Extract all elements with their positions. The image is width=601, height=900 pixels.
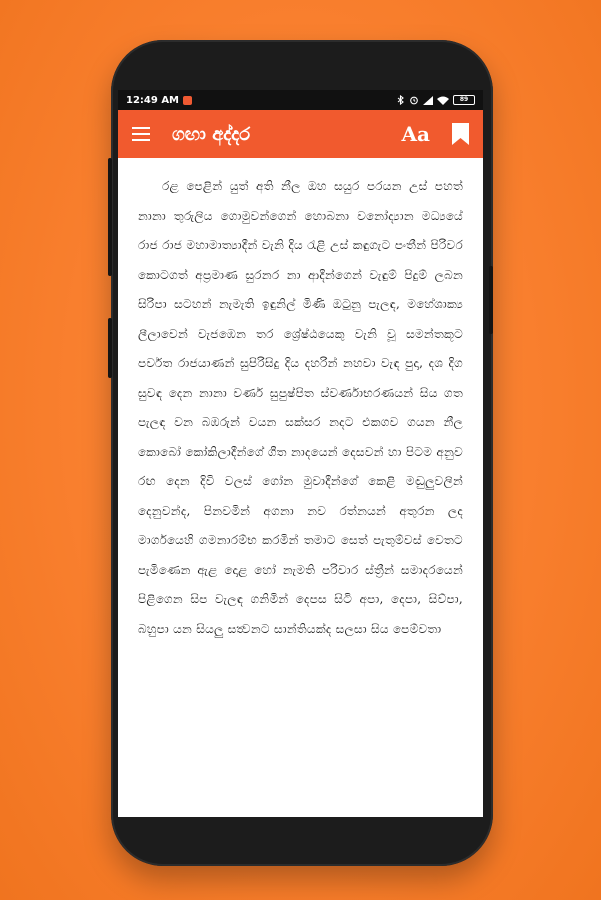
alarm-icon [409, 95, 419, 105]
side-button-right [489, 266, 493, 334]
status-time: 12:49 AM [126, 94, 180, 106]
wifi-icon [437, 96, 449, 105]
status-icons [397, 95, 475, 105]
bluetooth-icon [397, 95, 405, 105]
app-title: ගඟා අද්දර [172, 123, 251, 145]
volume-button [108, 158, 112, 276]
app-bar [118, 110, 483, 158]
phone-screen [118, 90, 483, 817]
battery-icon: 89 [453, 95, 475, 105]
font-size-button[interactable]: Aa [401, 122, 430, 146]
status-bar [118, 90, 483, 110]
power-button [108, 318, 112, 378]
story-text: රළ පෙළින් යුත් අති නීල ඔහ සයුර පරයන උස් පහත් නානා තුරුලිය ගොමුවන්ගෙන් හොබනා වනෝද්‍යාන මධ්‍යයේ රාජ රාජ මහාමාත්‍යාදීන් වැනි දිය රැළි උස් කඳුගැට පංතීන් පිරිවර කොටගත් අප්‍රමාණ සුරනර නා ආදීන්ගෙන් වැඳුම් පිදුම් ලබන සිරිපා සටහන් නැමැති ඉඳුනිල් මිණි ඔටුනු පැලඳ, මහේශාක්‍ය ලීලාවෙන් වැජඹෙන තර ශ්‍රේෂ්ඨයෙකු වැනි වූ සමන්තකූට පර්වත රාජයාණන් සුපිරිසිදු දිය දහරින් නහවා වැඳ පුදා, දශ දිග සුවඳ දෙන නානා වර්ණ සුපුෂ්පිත ස්වර්ණාභරණයන් සිය ගත පැලඳ වන බඹරුන් වයන සක්සර නදට එකගව ගයන නීල කොබෝ කෝකිලාදීන්ගේ ගීත නාදයෙන් දෙසවන් හා පිටම අනුව රඟ දෙන දිවි වලස් ගෝන මුවාදීන්ගේ කෙළි මඬුලුවලින් දෙනුවන්ද, පිනවමින් අගනා නව රත්නයන් අතුරන ලද මාර්ගයෙහි ගමනාරම්භ කරමින් තමාට සෙත් පැතුම්වස් වෙතට පැමිණෙන ඇළ දොළ හෝ නැමති පරිවාර ස්ත්‍රීන් සමාදරයෙන් පිළිගෙන සිප වැලඳ ගනිමින් දෙපස සිටි අපා, දෙපා, සිව්පා, බහුපා යන සියලු සත්‍වනට සාන්තියක්ද සලසා සිය පෙම්වතා [138, 179, 463, 636]
hamburger-menu-icon[interactable] [132, 127, 150, 141]
bookmark-icon[interactable] [452, 123, 469, 145]
app-notification-icon [183, 96, 192, 105]
signal-icon [423, 96, 433, 105]
